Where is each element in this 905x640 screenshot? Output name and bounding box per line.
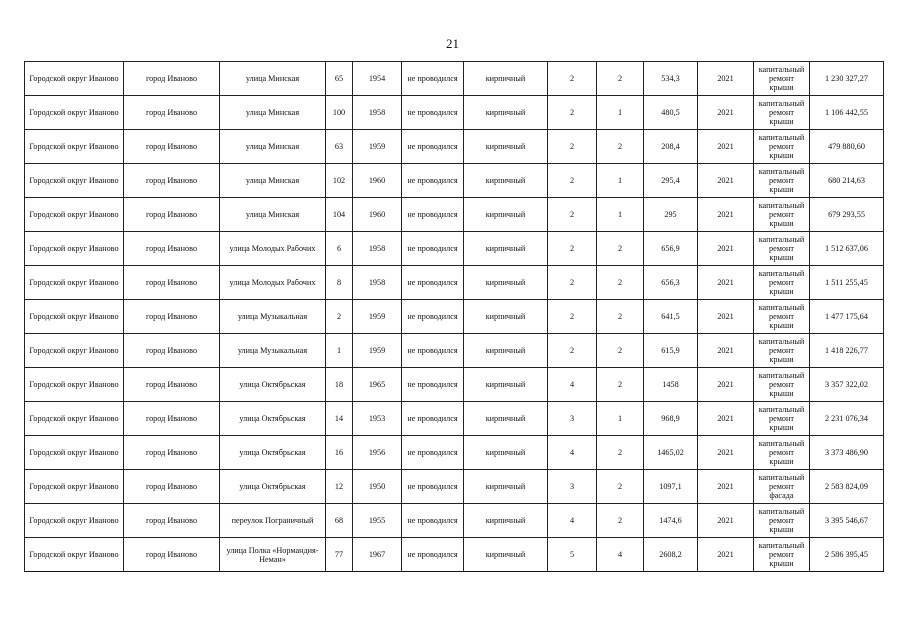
- wall-material-cell: кирпичный: [464, 436, 548, 470]
- locality-cell: город Иваново: [124, 436, 220, 470]
- floors-cell: 5: [548, 538, 597, 572]
- area-cell: 2608,2: [644, 538, 698, 572]
- area-cell: 480,5: [644, 96, 698, 130]
- plan-year-cell: 2021: [698, 436, 754, 470]
- area-cell: 1474,6: [644, 504, 698, 538]
- floors-cell: 2: [548, 300, 597, 334]
- last-repair-cell: не проводился: [402, 334, 464, 368]
- last-repair-cell: не проводился: [402, 266, 464, 300]
- floors-cell: 4: [548, 368, 597, 402]
- area-cell: 1465,02: [644, 436, 698, 470]
- floors-cell: 2: [548, 232, 597, 266]
- municipality-cell: Городской округ Иваново: [25, 232, 124, 266]
- house-number-cell: 18: [326, 368, 353, 402]
- cost-cell: 1 511 255,45: [810, 266, 884, 300]
- entrances-cell: 2: [597, 266, 644, 300]
- year-built-cell: 1950: [353, 470, 402, 504]
- table-row: [25, 62, 884, 96]
- entrances-cell: 4: [597, 538, 644, 572]
- housing-repair-table: [24, 61, 884, 572]
- locality-cell: город Иваново: [124, 368, 220, 402]
- entrances-cell: 2: [597, 130, 644, 164]
- locality-cell: город Иваново: [124, 300, 220, 334]
- municipality-cell: Городской округ Иваново: [25, 96, 124, 130]
- street-cell: улица Музыкальная: [220, 334, 326, 368]
- house-number-cell: 104: [326, 198, 353, 232]
- municipality-cell: Городской округ Иваново: [25, 164, 124, 198]
- entrances-cell: 2: [597, 436, 644, 470]
- plan-year-cell: 2021: [698, 334, 754, 368]
- area-cell: 1458: [644, 368, 698, 402]
- street-cell: улица Полка «Нормандия-Неман»: [220, 538, 326, 572]
- street-cell: улица Октябрьская: [220, 368, 326, 402]
- work-type-cell: капитальный ремонт крыши: [754, 538, 810, 572]
- last-repair-cell: не проводился: [402, 402, 464, 436]
- municipality-cell: Городской округ Иваново: [25, 470, 124, 504]
- wall-material-cell: кирпичный: [464, 232, 548, 266]
- house-number-cell: 65: [326, 62, 353, 96]
- entrances-cell: 2: [597, 232, 644, 266]
- area-cell: 968,9: [644, 402, 698, 436]
- area-cell: 656,9: [644, 232, 698, 266]
- street-cell: улица Октябрьская: [220, 436, 326, 470]
- street-cell: улица Молодых Рабочих: [220, 232, 326, 266]
- table-row: [25, 538, 884, 572]
- table-row: [25, 130, 884, 164]
- entrances-cell: 2: [597, 504, 644, 538]
- page-number: 21: [446, 36, 459, 51]
- cost-cell: 1 106 442,55: [810, 96, 884, 130]
- work-type-cell: капитальный ремонт крыши: [754, 504, 810, 538]
- cost-cell: 3 373 486,90: [810, 436, 884, 470]
- year-built-cell: 1959: [353, 334, 402, 368]
- entrances-cell: 1: [597, 164, 644, 198]
- entrances-cell: 1: [597, 198, 644, 232]
- plan-year-cell: 2021: [698, 96, 754, 130]
- floors-cell: 3: [548, 470, 597, 504]
- work-type-cell: капитальный ремонт крыши: [754, 62, 810, 96]
- municipality-cell: Городской округ Иваново: [25, 334, 124, 368]
- wall-material-cell: кирпичный: [464, 198, 548, 232]
- last-repair-cell: не проводился: [402, 504, 464, 538]
- last-repair-cell: не проводился: [402, 198, 464, 232]
- house-number-cell: 63: [326, 130, 353, 164]
- municipality-cell: Городской округ Иваново: [25, 402, 124, 436]
- floors-cell: 2: [548, 334, 597, 368]
- municipality-cell: Городской округ Иваново: [25, 62, 124, 96]
- year-built-cell: 1958: [353, 232, 402, 266]
- table-row: [25, 198, 884, 232]
- locality-cell: город Иваново: [124, 164, 220, 198]
- plan-year-cell: 2021: [698, 198, 754, 232]
- cost-cell: 1 230 327,27: [810, 62, 884, 96]
- locality-cell: город Иваново: [124, 470, 220, 504]
- area-cell: 641,5: [644, 300, 698, 334]
- locality-cell: город Иваново: [124, 504, 220, 538]
- locality-cell: город Иваново: [124, 62, 220, 96]
- table-row: [25, 334, 884, 368]
- municipality-cell: Городской округ Иваново: [25, 198, 124, 232]
- work-type-cell: капитальный ремонт крыши: [754, 402, 810, 436]
- year-built-cell: 1965: [353, 368, 402, 402]
- cost-cell: 2 586 395,45: [810, 538, 884, 572]
- municipality-cell: Городской округ Иваново: [25, 368, 124, 402]
- year-built-cell: 1959: [353, 130, 402, 164]
- last-repair-cell: не проводился: [402, 164, 464, 198]
- wall-material-cell: кирпичный: [464, 402, 548, 436]
- entrances-cell: 1: [597, 96, 644, 130]
- locality-cell: город Иваново: [124, 232, 220, 266]
- plan-year-cell: 2021: [698, 368, 754, 402]
- cost-cell: 3 395 546,67: [810, 504, 884, 538]
- street-cell: улица Октябрьская: [220, 402, 326, 436]
- cost-cell: 679 293,55: [810, 198, 884, 232]
- last-repair-cell: не проводился: [402, 96, 464, 130]
- house-number-cell: 1: [326, 334, 353, 368]
- cost-cell: 680 214,63: [810, 164, 884, 198]
- area-cell: 295: [644, 198, 698, 232]
- work-type-cell: капитальный ремонт крыши: [754, 232, 810, 266]
- wall-material-cell: кирпичный: [464, 334, 548, 368]
- plan-year-cell: 2021: [698, 504, 754, 538]
- table-row: [25, 164, 884, 198]
- wall-material-cell: кирпичный: [464, 266, 548, 300]
- house-number-cell: 77: [326, 538, 353, 572]
- area-cell: 1097,1: [644, 470, 698, 504]
- house-number-cell: 2: [326, 300, 353, 334]
- floors-cell: 4: [548, 436, 597, 470]
- wall-material-cell: кирпичный: [464, 368, 548, 402]
- municipality-cell: Городской округ Иваново: [25, 504, 124, 538]
- street-cell: улица Минская: [220, 96, 326, 130]
- table-row: [25, 368, 884, 402]
- area-cell: 615,9: [644, 334, 698, 368]
- table-row: [25, 470, 884, 504]
- street-cell: улица Минская: [220, 198, 326, 232]
- entrances-cell: 1: [597, 402, 644, 436]
- municipality-cell: Городской округ Иваново: [25, 130, 124, 164]
- wall-material-cell: кирпичный: [464, 504, 548, 538]
- entrances-cell: 2: [597, 334, 644, 368]
- locality-cell: город Иваново: [124, 130, 220, 164]
- wall-material-cell: кирпичный: [464, 470, 548, 504]
- area-cell: 656,3: [644, 266, 698, 300]
- table-row: [25, 436, 884, 470]
- wall-material-cell: кирпичный: [464, 164, 548, 198]
- floors-cell: 2: [548, 96, 597, 130]
- entrances-cell: 2: [597, 300, 644, 334]
- municipality-cell: Городской округ Иваново: [25, 538, 124, 572]
- last-repair-cell: не проводился: [402, 130, 464, 164]
- street-cell: переулок Пограничный: [220, 504, 326, 538]
- wall-material-cell: кирпичный: [464, 96, 548, 130]
- last-repair-cell: не проводился: [402, 232, 464, 266]
- floors-cell: 2: [548, 62, 597, 96]
- floors-cell: 4: [548, 504, 597, 538]
- wall-material-cell: кирпичный: [464, 300, 548, 334]
- area-cell: 534,3: [644, 62, 698, 96]
- year-built-cell: 1954: [353, 62, 402, 96]
- wall-material-cell: кирпичный: [464, 62, 548, 96]
- plan-year-cell: 2021: [698, 130, 754, 164]
- work-type-cell: капитальный ремонт крыши: [754, 130, 810, 164]
- plan-year-cell: 2021: [698, 402, 754, 436]
- house-number-cell: 68: [326, 504, 353, 538]
- entrances-cell: 2: [597, 470, 644, 504]
- cost-cell: 2 583 824,09: [810, 470, 884, 504]
- municipality-cell: Городской округ Иваново: [25, 436, 124, 470]
- table-row: [25, 232, 884, 266]
- work-type-cell: капитальный ремонт крыши: [754, 436, 810, 470]
- cost-cell: 2 231 076,34: [810, 402, 884, 436]
- last-repair-cell: не проводился: [402, 368, 464, 402]
- last-repair-cell: не проводился: [402, 470, 464, 504]
- work-type-cell: капитальный ремонт крыши: [754, 164, 810, 198]
- year-built-cell: 1967: [353, 538, 402, 572]
- last-repair-cell: не проводился: [402, 538, 464, 572]
- plan-year-cell: 2021: [698, 164, 754, 198]
- cost-cell: 1 418 226,77: [810, 334, 884, 368]
- street-cell: улица Музыкальная: [220, 300, 326, 334]
- house-number-cell: 14: [326, 402, 353, 436]
- year-built-cell: 1958: [353, 96, 402, 130]
- locality-cell: город Иваново: [124, 266, 220, 300]
- cost-cell: 479 880,60: [810, 130, 884, 164]
- house-number-cell: 16: [326, 436, 353, 470]
- street-cell: улица Минская: [220, 164, 326, 198]
- work-type-cell: капитальный ремонт крыши: [754, 334, 810, 368]
- table-row: [25, 300, 884, 334]
- last-repair-cell: не проводился: [402, 436, 464, 470]
- locality-cell: город Иваново: [124, 538, 220, 572]
- street-cell: улица Октябрьская: [220, 470, 326, 504]
- floors-cell: 2: [548, 198, 597, 232]
- floors-cell: 3: [548, 402, 597, 436]
- work-type-cell: капитальный ремонт фасада: [754, 470, 810, 504]
- year-built-cell: 1960: [353, 198, 402, 232]
- plan-year-cell: 2021: [698, 266, 754, 300]
- plan-year-cell: 2021: [698, 470, 754, 504]
- floors-cell: 2: [548, 164, 597, 198]
- wall-material-cell: кирпичный: [464, 130, 548, 164]
- year-built-cell: 1959: [353, 300, 402, 334]
- year-built-cell: 1955: [353, 504, 402, 538]
- year-built-cell: 1953: [353, 402, 402, 436]
- plan-year-cell: 2021: [698, 62, 754, 96]
- table-body: [25, 62, 884, 572]
- street-cell: улица Молодых Рабочих: [220, 266, 326, 300]
- municipality-cell: Городской округ Иваново: [25, 266, 124, 300]
- plan-year-cell: 2021: [698, 538, 754, 572]
- entrances-cell: 2: [597, 368, 644, 402]
- floors-cell: 2: [548, 130, 597, 164]
- locality-cell: город Иваново: [124, 334, 220, 368]
- work-type-cell: капитальный ремонт крыши: [754, 266, 810, 300]
- year-built-cell: 1956: [353, 436, 402, 470]
- last-repair-cell: не проводился: [402, 300, 464, 334]
- table-row: [25, 96, 884, 130]
- house-number-cell: 8: [326, 266, 353, 300]
- table-row: [25, 402, 884, 436]
- table-row: [25, 504, 884, 538]
- house-number-cell: 100: [326, 96, 353, 130]
- year-built-cell: 1958: [353, 266, 402, 300]
- last-repair-cell: не проводился: [402, 62, 464, 96]
- house-number-cell: 6: [326, 232, 353, 266]
- plan-year-cell: 2021: [698, 300, 754, 334]
- table-row: [25, 266, 884, 300]
- floors-cell: 2: [548, 266, 597, 300]
- entrances-cell: 2: [597, 62, 644, 96]
- street-cell: улица Минская: [220, 62, 326, 96]
- plan-year-cell: 2021: [698, 232, 754, 266]
- cost-cell: 1 477 175,64: [810, 300, 884, 334]
- area-cell: 208,4: [644, 130, 698, 164]
- work-type-cell: капитальный ремонт крыши: [754, 368, 810, 402]
- work-type-cell: капитальный ремонт крыши: [754, 96, 810, 130]
- locality-cell: город Иваново: [124, 198, 220, 232]
- municipality-cell: Городской округ Иваново: [25, 300, 124, 334]
- work-type-cell: капитальный ремонт крыши: [754, 300, 810, 334]
- year-built-cell: 1960: [353, 164, 402, 198]
- locality-cell: город Иваново: [124, 402, 220, 436]
- area-cell: 295,4: [644, 164, 698, 198]
- house-number-cell: 12: [326, 470, 353, 504]
- locality-cell: город Иваново: [124, 96, 220, 130]
- cost-cell: 3 357 322,02: [810, 368, 884, 402]
- house-number-cell: 102: [326, 164, 353, 198]
- work-type-cell: капитальный ремонт крыши: [754, 198, 810, 232]
- street-cell: улица Минская: [220, 130, 326, 164]
- cost-cell: 1 512 637,06: [810, 232, 884, 266]
- wall-material-cell: кирпичный: [464, 538, 548, 572]
